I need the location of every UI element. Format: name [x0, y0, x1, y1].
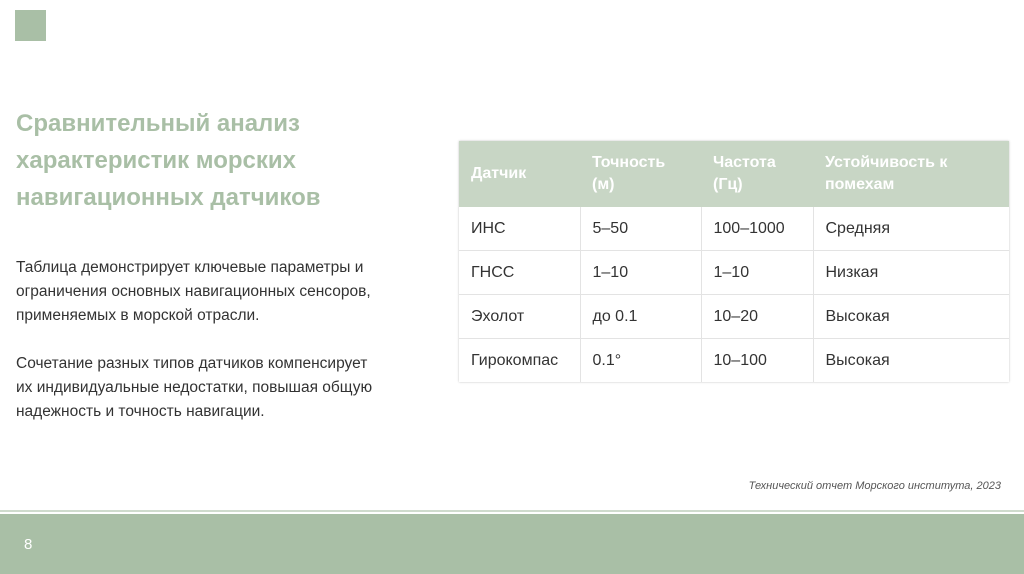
table-cell: 1–10	[580, 251, 701, 295]
text-line: Таблица демонстрирует ключевые параметры и	[16, 259, 364, 276]
header-text: Частота	[713, 154, 776, 171]
title-line: характеристик морских	[16, 147, 296, 174]
table-cell: 10–20	[701, 295, 813, 339]
table-cell: Высокая	[813, 295, 1009, 339]
paragraph-1	[16, 256, 436, 328]
table-cell: 1–10	[701, 251, 813, 295]
footer-divider	[0, 510, 1024, 512]
table-cell: Средняя	[813, 207, 1009, 251]
table-cell: 5–50	[580, 207, 701, 251]
header-robustness	[813, 141, 1009, 207]
page-number: 8	[24, 536, 33, 553]
description	[16, 256, 436, 448]
paragraph-2	[16, 352, 436, 424]
header-sensor	[459, 141, 580, 207]
table-cell: 0.1°	[580, 339, 701, 383]
table-cell: Эхолот	[459, 295, 580, 339]
table-row	[459, 251, 1009, 295]
source-citation: Технический отчет Морского института, 2023	[748, 480, 1001, 492]
header-text: помехам	[825, 176, 895, 193]
table-cell: Высокая	[813, 339, 1009, 383]
table-cell: ГНСС	[459, 251, 580, 295]
header-text: Датчик	[471, 165, 527, 182]
decorative-square	[15, 10, 46, 41]
header-text: (Гц)	[713, 176, 743, 193]
table-cell: ИНС	[459, 207, 580, 251]
header-text: Точность	[592, 154, 666, 171]
table-row	[459, 295, 1009, 339]
table-cell: Низкая	[813, 251, 1009, 295]
text-line: надежность и точность навигации.	[16, 403, 265, 420]
table-row	[459, 339, 1009, 383]
header-accuracy	[580, 141, 701, 207]
table-header-row	[459, 141, 1009, 207]
table-cell: Гирокомпас	[459, 339, 580, 383]
table-cell: 10–100	[701, 339, 813, 383]
text-line: ограничения основных навигационных сенсоров,	[16, 283, 371, 300]
sensor-comparison-table	[459, 141, 1009, 382]
text-line: Сочетание разных типов датчиков компенсирует	[16, 355, 368, 372]
text-line: их индивидуальные недостатки, повышая общую	[16, 379, 373, 396]
title-line: навигационных датчиков	[16, 184, 321, 211]
table-cell: 100–1000	[701, 207, 813, 251]
table-row	[459, 207, 1009, 251]
header-frequency	[701, 141, 813, 207]
table-cell: до 0.1	[580, 295, 701, 339]
page-title	[16, 105, 436, 216]
title-line: Сравнительный анализ	[16, 110, 300, 137]
footer-bar	[0, 514, 1024, 574]
header-text: Устойчивость к	[825, 154, 948, 171]
text-line: применяемых в морской отрасли.	[16, 307, 260, 324]
header-text: (м)	[592, 176, 615, 193]
